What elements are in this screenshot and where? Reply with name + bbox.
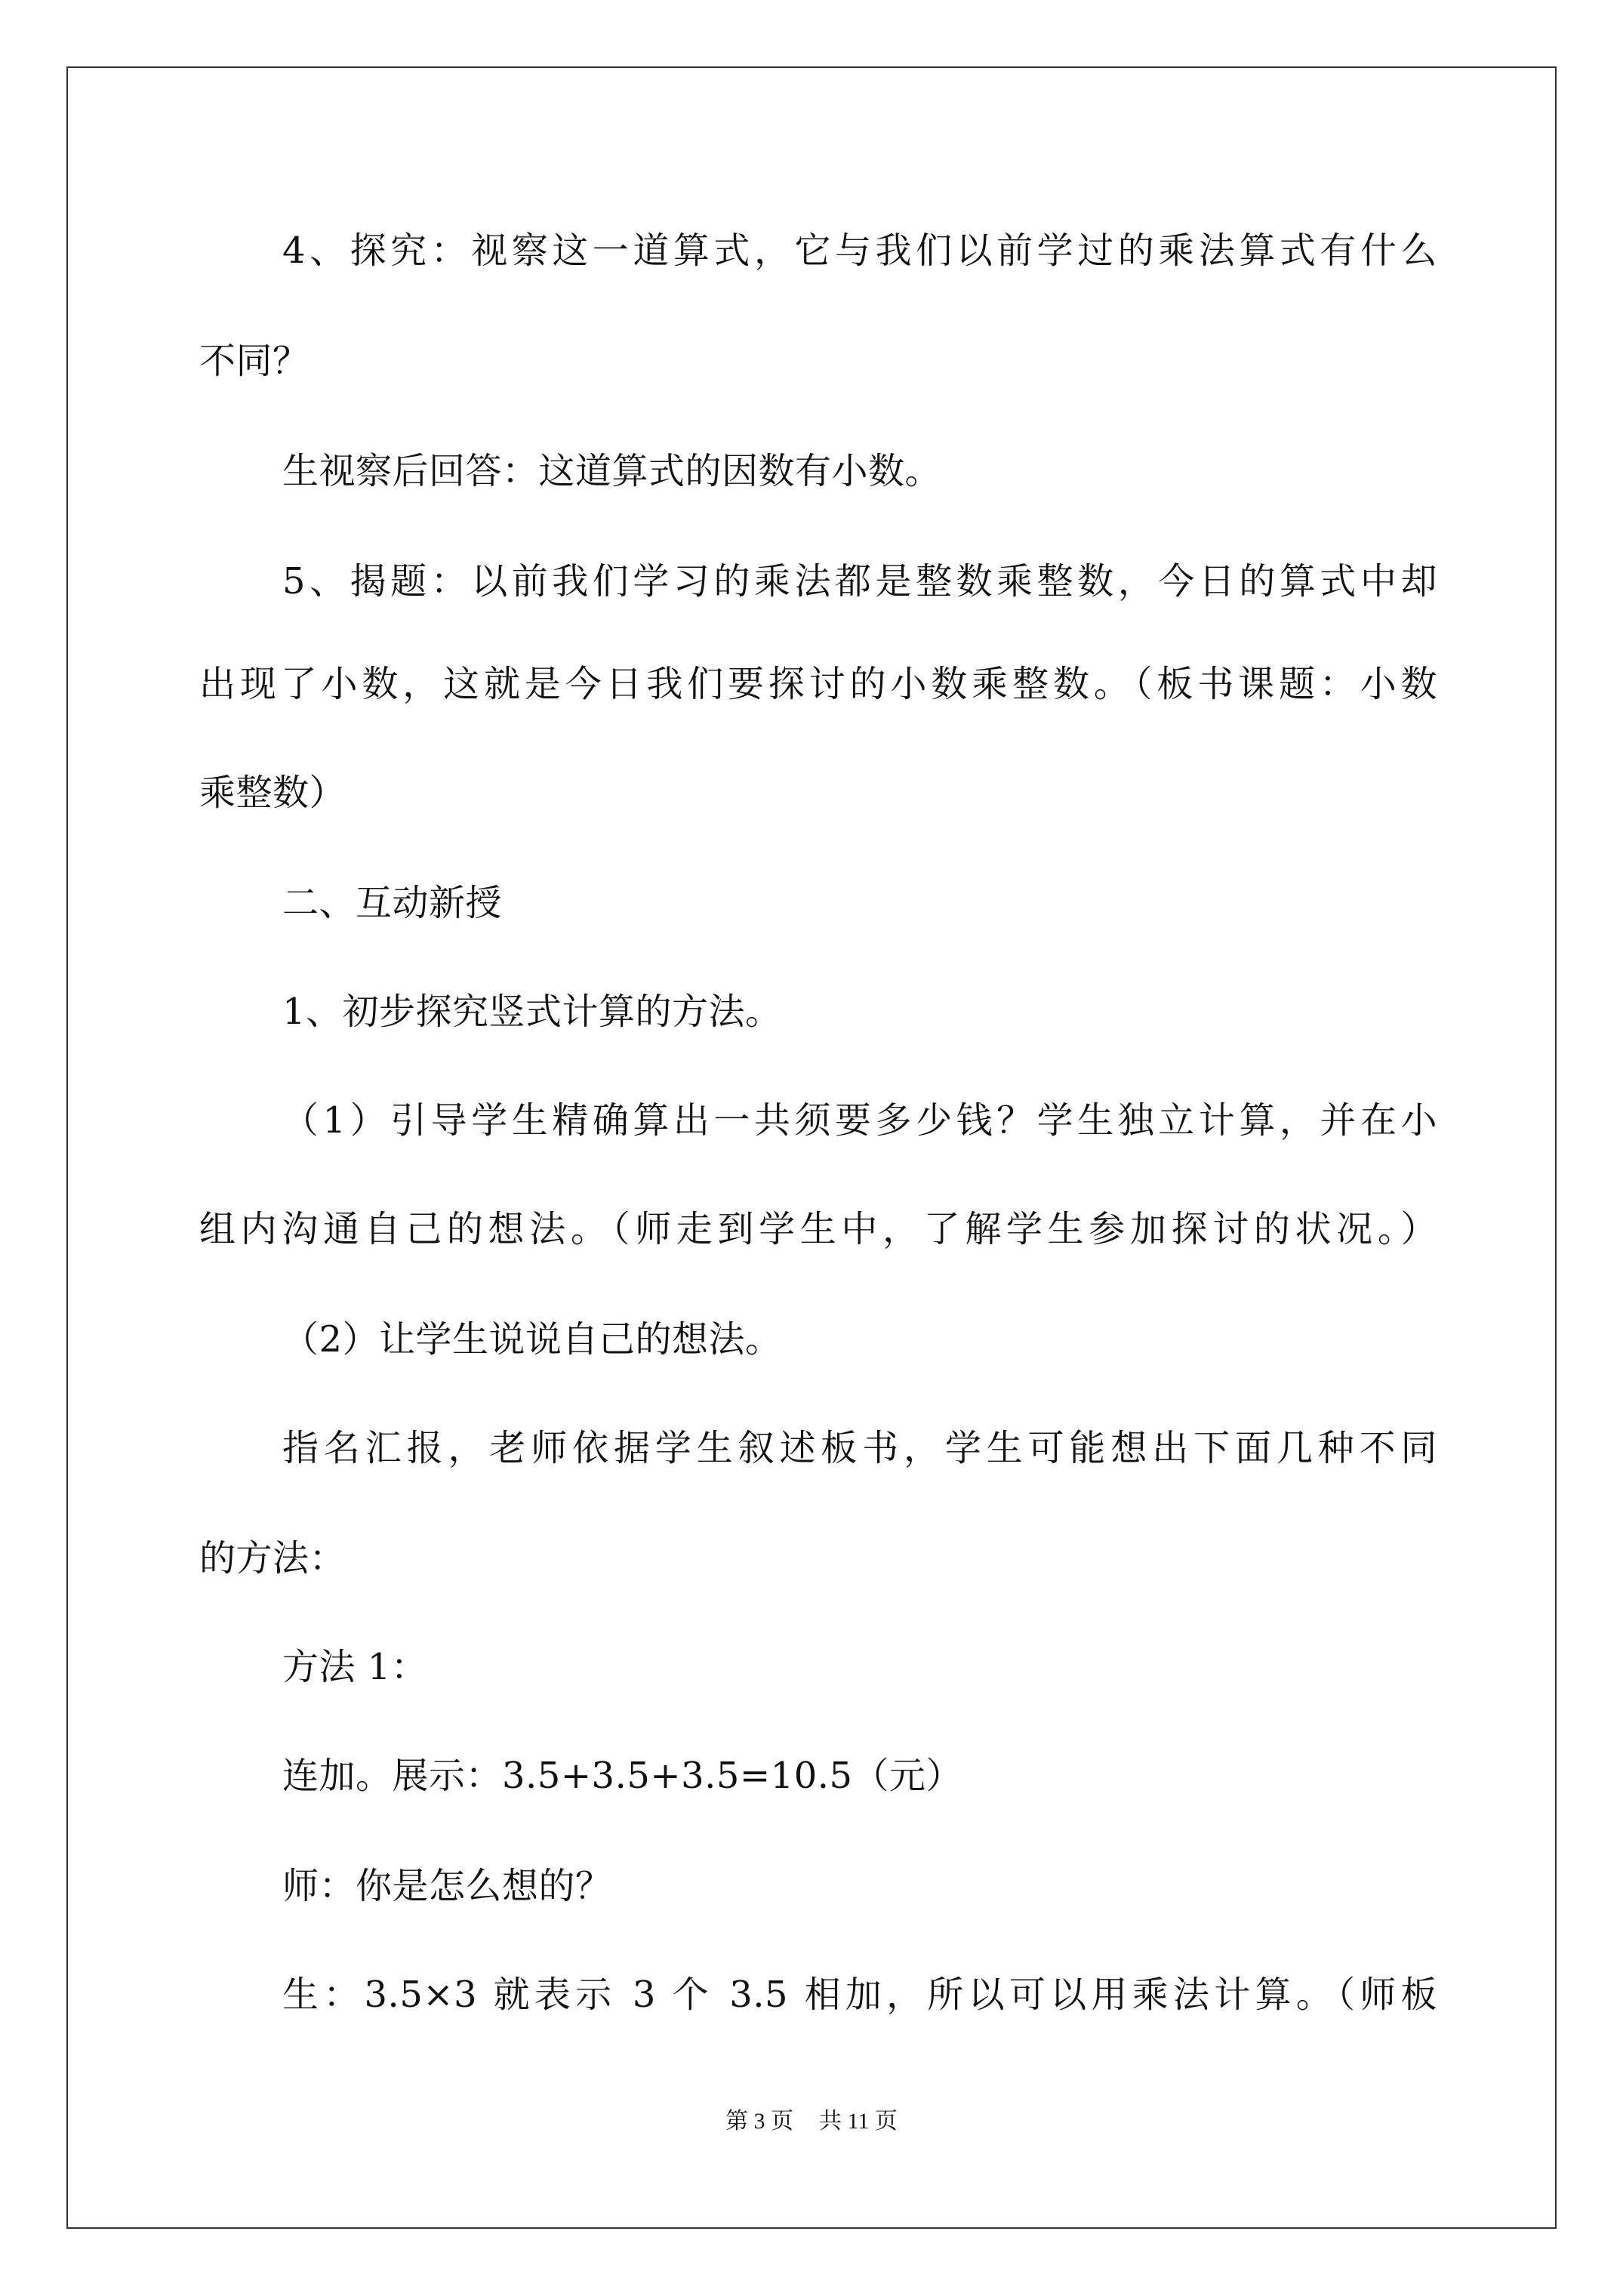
paragraph-line: 组内沟通自己的想法。（师走到学生中，了解学生参加探讨的状况。） [199, 1208, 1437, 1250]
paragraph-line: 不同？ [199, 340, 310, 382]
paragraph-line: （2）让学生说说自己的想法。 [282, 1318, 782, 1361]
page-footer [0, 2106, 1623, 2137]
paragraph-line: 5、揭题：以前我们学习的乘法都是整数乘整数，今日的算式中却 [282, 560, 1437, 603]
page-number: 第 3 页 [725, 2109, 794, 2134]
paragraph-line: 1、初步探究竖式计算的方法。 [282, 991, 782, 1033]
paragraph-line: 指名汇报，老师依据学生叙述板书，学生可能想出下面几种不同 [282, 1427, 1437, 1469]
paragraph-line: 的方法： [199, 1537, 346, 1579]
paragraph-line: 乘整数） [199, 772, 346, 814]
paragraph-line: 生视察后回答：这道算式的因数有小数。 [282, 450, 942, 492]
section-heading: 二、互动新授 [282, 882, 503, 924]
paragraph-line: 生：3.5×3 就表示 3 个 3.5 相加，所以可以用乘法计算。（师板 [282, 1974, 1437, 2016]
paragraph-line: （1）引导学生精确算出一共须要多少钱？学生独立计算，并在小 [282, 1099, 1437, 1142]
paragraph-line: 4、探究：视察这一道算式，它与我们以前学过的乘法算式有什么 [282, 230, 1437, 272]
paragraph-line: 师：你是怎么想的？ [282, 1865, 612, 1907]
paragraph-line: 出现了小数，这就是今日我们要探讨的小数乘整数。（板书课题：小数 [199, 663, 1437, 705]
page-total: 共 11 页 [819, 2109, 898, 2134]
paragraph-line: 方法 1： [282, 1646, 428, 1688]
paragraph-line: 连加。展示：3.5+3.5+3.5=10.5（元） [282, 1755, 963, 1797]
